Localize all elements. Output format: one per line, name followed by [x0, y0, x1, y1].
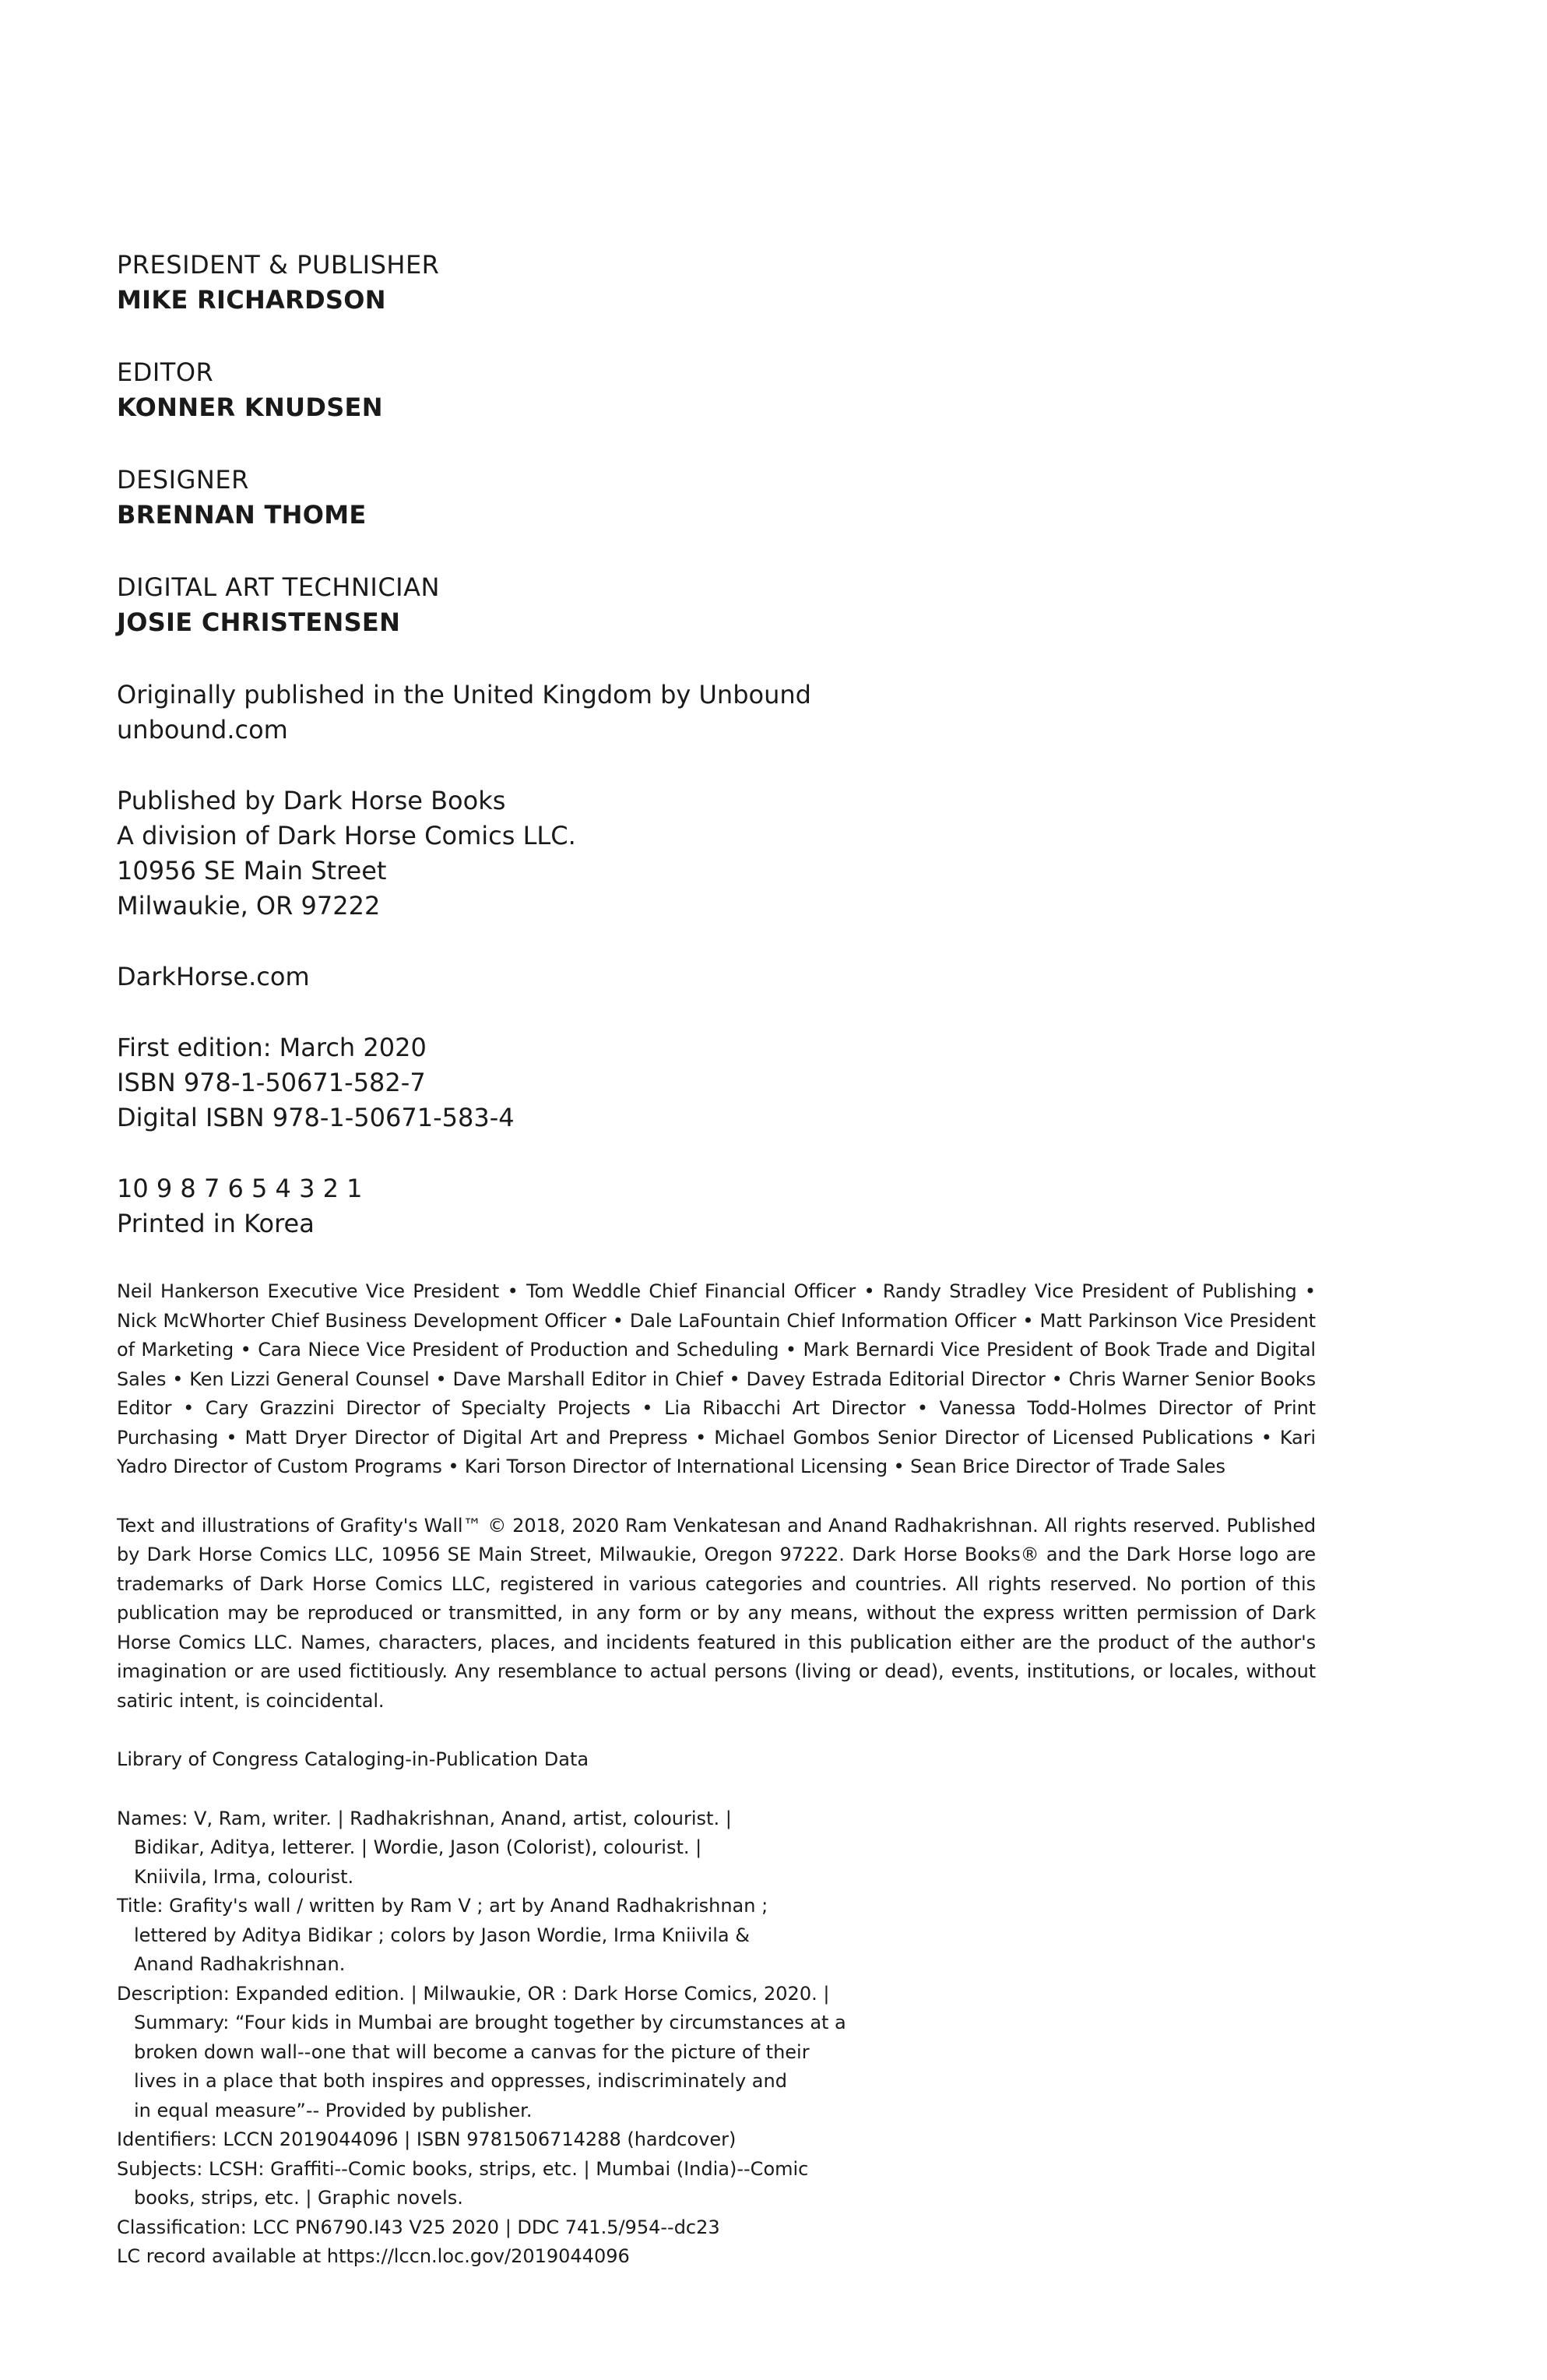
publisher-division: A division of Dark Horse Comics LLC.	[117, 821, 576, 850]
unbound-link: unbound.com	[117, 715, 288, 745]
edition-info	[117, 1030, 1316, 1135]
printing-info	[117, 1171, 1316, 1241]
credit-role: DIGITAL ART TECHNICIAN	[117, 572, 440, 602]
printed-in: Printed in Korea	[117, 1209, 315, 1238]
cip-names: Names: V, Ram, writer. | Radhakrishnan, Anand, artist, colourist. |	[117, 1807, 732, 1829]
credit-designer	[117, 463, 1316, 533]
isbn: ISBN 978-1-50671-582-7	[117, 1068, 426, 1097]
copyright-page	[117, 248, 1316, 2272]
credit-role: EDITOR	[117, 357, 214, 387]
publisher-city: Milwaukie, OR 97222	[117, 891, 381, 921]
cip-title: Library of Congress Cataloging-in-Publication Data	[117, 1748, 589, 1770]
credit-editor	[117, 355, 1316, 425]
cip-title-cont: Anand Radhakrishnan.	[134, 1953, 346, 1975]
cip-title-cont: lettered by Aditya Bidikar ; colors by Jason Wordie, Irma Kniivila &	[134, 1924, 750, 1946]
credit-digital-art-technician	[117, 570, 1316, 640]
cip-description-cont: Summary: “Four kids in Mumbai are brought together by circumstances at a	[134, 2012, 846, 2033]
cip-lc-record: LC record available at https://lccn.loc.gov/2019044096	[117, 2245, 630, 2267]
copyright-notice: Text and illustrations of Grafity's Wall™ © 2018, 2020 Ram Venkatesan and Anand Radhakrishnan. All rights reserved. Published by Dark Horse Comics LLC, 10956 SE Main Street, Milwaukie, Oregon 97222. Dark Horse Books® and the Dark Horse logo are trademarks of Dark Horse Comics LLC, registered in various categories and countries. All rights reserved. No portion of this publication may be reproduced or transmitted, in any form or by any means, without the express written permission of Dark Horse Comics LLC. Names, characters, places, and incidents featured in this publication either are the product of the author's imagination or are used fictitiously. Any resemblance to actual persons (living or dead), events, institutions, or locales, without satiric intent, is coincidental.	[117, 1514, 1316, 1712]
publisher-line: Published by Dark Horse Books	[117, 786, 506, 815]
cip-description-cont: lives in a place that both inspires and oppresses, indiscriminately and	[134, 2070, 787, 2092]
credit-publisher	[117, 248, 1316, 318]
credit-name: MIKE RICHARDSON	[117, 285, 386, 315]
cip-names-cont: Kniivila, Irma, colourist.	[134, 1865, 354, 1888]
darkhorse-link: DarkHorse.com	[117, 962, 310, 991]
staff-list: Neil Hankerson Executive Vice President • Tom Weddle Chief Financial Officer • Randy Stradley Vice President of Publishing • Nick McWhorter Chief Business Development Officer • Dale LaFountain Chief Information Officer • Matt Parkinson Vice President of Marketing • Cara Niece Vice President of Production and Scheduling • Mark Bernardi Vice President of Book Trade and Digital Sales • Ken Lizzi General Counsel • Dave Marshall Editor in Chief • Davey Estrada Editorial Director • Chris Warner Senior Books Editor • Cary Grazzini Director of Specialty Projects • Lia Ribacchi Art Director • Vanessa Todd-Holmes Director of Print Purchasing • Matt Dryer Director of Digital Art and Prepress • Michael Gombos Senior Director of Licensed Publications • Kari Yadro Director of Custom Programs • Kari Torson Director of International Licensing • Sean Brice Director of Trade Sales	[117, 1280, 1316, 1477]
cip-description-cont: broken down wall--one that will become a canvas for the picture of their	[134, 2040, 810, 2063]
original-publication-line: Originally published in the United Kingdom by Unbound	[117, 680, 811, 709]
cip-classification: Classification: LCC PN6790.I43 V25 2020 | DDC 741.5/954--dc23	[117, 2216, 720, 2238]
cip-description: Description: Expanded edition. | Milwaukie, OR : Dark Horse Comics, 2020. |	[117, 1982, 830, 2005]
cip-identifiers: Identifiers: LCCN 2019044096 | ISBN 9781506714288 (hardcover)	[117, 2128, 737, 2150]
publisher-street: 10956 SE Main Street	[117, 856, 387, 885]
cip-names-cont: Bidikar, Aditya, letterer. | Wordie, Jason (Colorist), colourist. |	[134, 1836, 702, 1858]
credit-name: BRENNAN THOME	[117, 500, 367, 530]
digital-isbn: Digital ISBN 978-1-50671-583-4	[117, 1103, 515, 1132]
cip-title-line: Title: Grafity's wall / written by Ram V ; art by Anand Radhakrishnan ;	[117, 1895, 768, 1917]
publisher-address	[117, 783, 1316, 924]
first-edition: First edition: March 2020	[117, 1033, 427, 1062]
cip-data	[117, 1804, 1316, 2272]
website	[117, 959, 1316, 995]
cip-subjects-cont: books, strips, etc. | Graphic novels.	[134, 2187, 463, 2209]
original-publication	[117, 678, 1316, 748]
cip-description-cont: in equal measure”-- Provided by publisher.	[134, 2099, 533, 2121]
printer-number-line: 10 9 8 7 6 5 4 3 2 1	[117, 1174, 363, 1203]
credit-role: PRESIDENT & PUBLISHER	[117, 250, 440, 280]
cip-subjects: Subjects: LCSH: Graffiti--Comic books, strips, etc. | Mumbai (India)--Comic	[117, 2157, 809, 2180]
credit-name: JOSIE CHRISTENSEN	[117, 607, 401, 637]
credit-role: DESIGNER	[117, 465, 249, 495]
credit-name: KONNER KNUDSEN	[117, 393, 383, 422]
